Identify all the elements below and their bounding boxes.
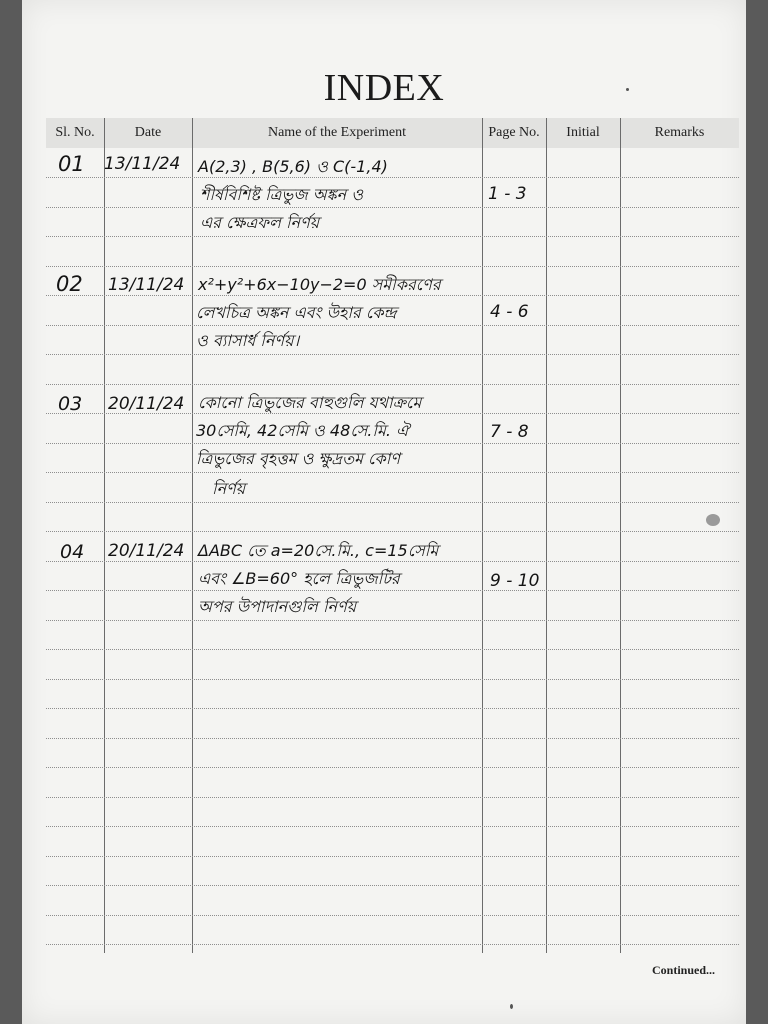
row-name-line: অপর উপাদানগুলি নির্ণয়: [198, 597, 357, 616]
column-divider: [192, 118, 193, 953]
row-name-line: ΔABC তে a=20সে.মি., c=15সেমি: [198, 541, 439, 560]
ruled-line: [46, 708, 739, 709]
row-name-line: ত্রিভুজের বৃহত্তম ও ক্ষুদ্রতম কোণ: [196, 449, 401, 468]
ruled-line: [46, 531, 739, 532]
row-name-line: এর ক্ষেত্রফল নির্ণয়: [200, 213, 320, 232]
ruled-line: [46, 944, 739, 945]
row-name-line: x²+y²+6x−10y−2=0 সমীকরণের: [198, 275, 441, 294]
column-divider: [482, 118, 483, 953]
ruled-line: [46, 384, 739, 385]
row-name-line: এবং ∠B=60° হলে ত্রিভুজটির: [198, 569, 400, 588]
row-name-line: শীর্ষবিশিষ্ট ত্রিভুজ অঙ্কন ও: [200, 185, 364, 204]
paper-speck: [510, 1004, 513, 1009]
index-page: [22, 0, 746, 1024]
ruled-line: [46, 236, 739, 237]
ruled-line: [46, 797, 739, 798]
ruled-line: [46, 266, 739, 267]
ruled-line: [46, 856, 739, 857]
row-date: 13/11/24: [108, 275, 185, 295]
row-sl-no: 01: [58, 152, 85, 176]
ruled-line: [46, 620, 739, 621]
header-initial: Initial: [566, 125, 600, 140]
row-page-no: 7 - 8: [490, 422, 529, 442]
ruled-line: [46, 502, 739, 503]
ruled-line: [46, 738, 739, 739]
row-name-line: নির্ণয়: [212, 479, 246, 498]
header-sl-no: Sl. No.: [55, 125, 95, 140]
paper-speck: [706, 514, 720, 526]
row-date: 13/11/24: [104, 154, 181, 174]
column-divider: [546, 118, 547, 953]
row-sl-no: 03: [58, 393, 83, 415]
paper-speck: [626, 88, 629, 91]
row-name-line: ও ব্যাসার্ধ নির্ণয়।: [196, 331, 300, 350]
ruled-line: [46, 207, 739, 208]
header-date: Date: [134, 125, 162, 140]
row-sl-no: 02: [56, 272, 83, 296]
row-name-line: A(2,3) , B(5,6) ও C(-1,4): [198, 157, 388, 176]
row-name-line: 30সেমি, 42সেমি ও 48সে.মি. ঐ: [196, 421, 409, 440]
header-page-no: Page No.: [488, 125, 540, 140]
row-page-no: 9 - 10: [490, 571, 540, 591]
ruled-line: [46, 177, 739, 178]
ruled-line: [46, 679, 739, 680]
header-experiment-name: Name of the Experiment: [267, 125, 406, 140]
ruled-line: [46, 915, 739, 916]
row-page-no: 1 - 3: [488, 184, 527, 204]
row-name-line: লেখচিত্র অঙ্কন এবং উহার কেন্দ্র: [196, 303, 397, 322]
continued-note: Continued...: [652, 963, 716, 977]
page-title: INDEX: [323, 67, 445, 109]
ruled-line: [46, 354, 739, 355]
row-name-line: কোনো ত্রিভুজের বাহুগুলি যথাক্রমে: [198, 393, 422, 412]
row-sl-no: 04: [60, 541, 85, 563]
column-divider: [620, 118, 621, 953]
row-page-no: 4 - 6: [490, 302, 529, 322]
ruled-line: [46, 885, 739, 886]
header-remarks: Remarks: [654, 125, 705, 140]
row-date: 20/11/24: [108, 541, 185, 561]
ruled-line: [46, 767, 739, 768]
ruled-line: [46, 826, 739, 827]
row-date: 20/11/24: [108, 394, 185, 414]
ruled-line: [46, 649, 739, 650]
column-divider: [104, 118, 105, 953]
